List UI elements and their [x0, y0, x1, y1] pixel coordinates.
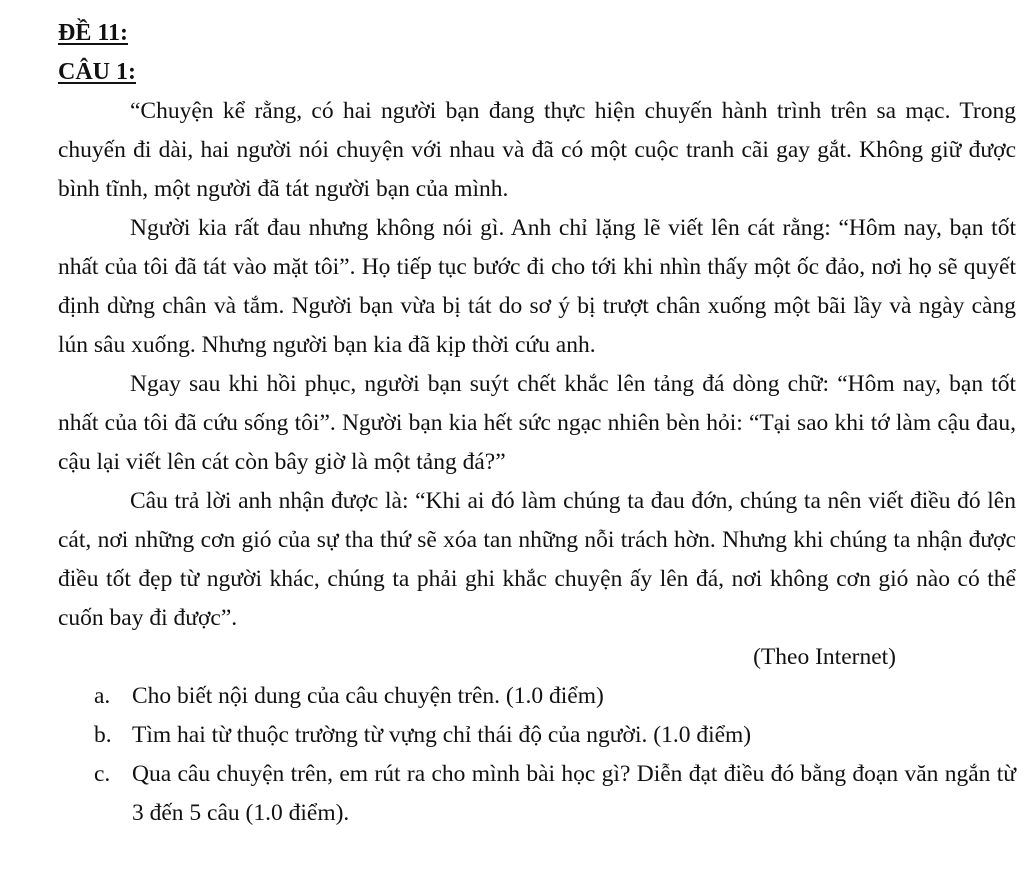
question-text-c: Qua câu chuyện trên, em rút ra cho mình bài học gì? Diễn đạt điều đó bằng đoạn văn ngắn từ 3 đến 5 câu (1.0 điểm).: [132, 761, 1016, 826]
question-label: CÂU 1:: [58, 59, 136, 85]
question-marker-a: a.: [94, 683, 111, 709]
question-marker-b: b.: [94, 722, 112, 748]
story-passage: [58, 92, 1016, 638]
question-text-a: Cho biết nội dung của câu chuyện trên. (1.0 điểm): [132, 683, 604, 709]
question-list: [58, 677, 1016, 833]
question-text-b: Tìm hai từ thuộc trường từ vựng chỉ thái độ của người. (1.0 điểm): [132, 722, 752, 748]
exam-title: ĐỀ 11:: [58, 20, 129, 46]
story-paragraph-3: Ngay sau khi hồi phục, người bạn suýt chết khắc lên tảng đá dòng chữ: “Hôm nay, bạn tốt nhất của tôi đã cứu sống tôi”. Người bạn kia hết sức ngạc nhiên bèn hỏi: “Tại sao khi tớ làm cậu đau, cậu lại viết lên cát còn bây giờ là một tảng đá?”: [58, 371, 1016, 475]
question-item-c: [58, 755, 1016, 833]
source-citation: (Theo Internet): [753, 644, 896, 670]
question-item-a: [58, 677, 1016, 716]
question-item-b: [58, 716, 1016, 755]
question-marker-c: c.: [94, 761, 111, 787]
story-paragraph-4: Câu trả lời anh nhận được là: “Khi ai đó làm chúng ta đau đớn, chúng ta nên viết điều đó lên cát, nơi những cơn gió của sự tha thứ sẽ xóa tan những nỗi trách hờn. Nhưng khi chúng ta nhận được điều tốt đẹp từ người khác, chúng ta phải ghi khắc chuyện ấy lên đá, nơi không cơn gió nào có thể cuốn bay đi được”.: [58, 488, 1016, 631]
story-paragraph-1: “Chuyện kể rằng, có hai người bạn đang thực hiện chuyến hành trình trên sa mạc. Trong chuyến đi dài, hai người nói chuyện với nhau và đã có một cuộc tranh cãi gay gắt. Không giữ được bình tĩnh, một người đã tát người bạn của mình.: [58, 98, 1016, 202]
story-paragraph-2: Người kia rất đau nhưng không nói gì. Anh chỉ lặng lẽ viết lên cát rằng: “Hôm nay, bạn tốt nhất của tôi đã tát vào mặt tôi”. Họ tiếp tục bước đi cho tới khi nhìn thấy một ốc đảo, nơi họ sẽ quyết định dừng chân và tắm. Người bạn vừa bị tát do sơ ý bị trượt chân xuống một bãi lầy và ngày càng lún sâu xuống. Nhưng người bạn kia đã kịp thời cứu anh.: [58, 215, 1016, 358]
exam-document: [58, 14, 1016, 833]
